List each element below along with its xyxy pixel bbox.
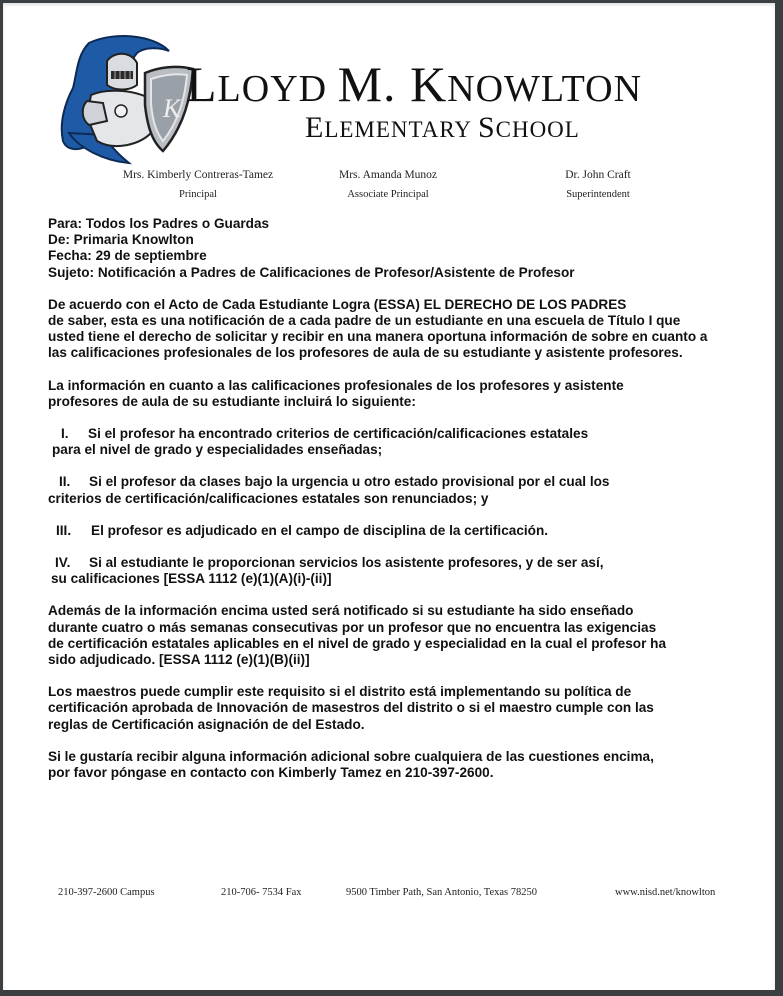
additional-notice-paragraph xyxy=(48,603,748,668)
memo-to: Para: Todos los Padres o Guardas xyxy=(48,216,270,231)
staff-role: Superintendent xyxy=(566,189,630,200)
school-name-part: LEMENTARY xyxy=(324,117,478,142)
footer-fax: 210-706- 7534 Fax xyxy=(221,887,302,898)
school-name-part: LOYD xyxy=(217,68,338,110)
text-line: para el nivel de grado y especialidades enseñadas; xyxy=(52,442,383,458)
logo-letter: K xyxy=(163,94,181,123)
footer-website: www.nisd.net/knowlton xyxy=(615,887,716,898)
list-number: IV. xyxy=(55,555,71,571)
school-name-line1 xyxy=(186,56,643,112)
list-number: II. xyxy=(59,474,71,490)
memo-date: Fecha: 29 de septiembre xyxy=(48,248,207,264)
school-name-initial: S xyxy=(477,111,496,144)
school-name-part: NOWLTON xyxy=(447,68,643,110)
footer-address: 9500 Timber Path, San Antonio, Texas 78250 xyxy=(346,887,537,898)
text-line: su calificaciones [ESSA 1112 (e)(1)(A)(i)-(ii)] xyxy=(51,571,332,587)
list-item xyxy=(48,426,748,458)
staff-associate-principal xyxy=(323,168,453,202)
school-name-part: M. xyxy=(337,56,411,112)
text-line: sido adjudicado. [ESSA 1112 (e)(1)(B)(ii)] xyxy=(48,652,310,668)
school-name-initial: E xyxy=(305,111,325,144)
staff-name: Mrs. Kimberly Contreras-Tamez xyxy=(122,169,274,181)
text-line: criterios de certificación/calificaciones estatales son renunciados; y xyxy=(48,490,489,506)
text-line: durante cuatro o más semanas consecutivas por un profesor que no encuentra las exigencias xyxy=(48,619,657,635)
text-line: usted tiene el derecho de solicitar y recibir en una manera oportuna información de sobre en cuanto a xyxy=(48,329,708,345)
staff-superintendent xyxy=(538,168,658,202)
staff-name: Mrs. Amanda Munoz xyxy=(338,169,438,181)
staff-role: Associate Principal xyxy=(347,189,429,200)
letter-body xyxy=(48,216,748,781)
text-line: reglas de Certificación asignación de del Estado. xyxy=(48,716,365,732)
text-line: Si al estudiante le proporcionan servicios los asistente profesores, y de ser así, xyxy=(89,555,604,571)
school-name-initial: L xyxy=(186,56,218,112)
text-line: La información en cuanto a las calificaciones profesionales de los profesores y asistente xyxy=(48,377,624,393)
text-line: De acuerdo con el Acto de Cada Estudiante Logra (ESSA) EL DERECHO DE LOS PADRES xyxy=(48,296,627,312)
text-line: de certificación estatales aplicables en el nivel de grado y especialidad en la cual el profesor ha xyxy=(48,635,667,651)
staff-name: Dr. John Craft xyxy=(565,169,631,181)
text-line: por favor póngase en contacto con Kimberly Tamez en 210-397-2600. xyxy=(48,765,494,781)
intro-paragraph xyxy=(48,297,748,362)
list-number: III. xyxy=(56,522,72,538)
text-line: profesores de aula de su estudiante incluirá lo siguiente: xyxy=(48,393,416,409)
staff-role: Principal xyxy=(179,189,217,200)
info-paragraph xyxy=(48,378,748,410)
school-name-initial: K xyxy=(410,56,448,112)
list-item xyxy=(48,555,748,587)
text-line: certificación aprobada de Innovación de masestros del distrito o si el maestro cumple con las xyxy=(48,700,654,716)
staff-principal xyxy=(103,168,293,202)
text-line: Además de la información encima usted será notificado si su estudiante ha sido enseñado xyxy=(48,603,634,619)
school-name-line2 xyxy=(305,113,580,143)
document-page xyxy=(3,3,775,990)
text-line: Si el profesor ha encontrado criterios de certificación/calificaciones estatales xyxy=(88,426,589,442)
memo-header xyxy=(48,216,748,281)
list-item xyxy=(48,474,748,506)
memo-subject: Sujeto: Notificación a Padres de Calificaciones de Profesor/Asistente de Profesor xyxy=(48,264,575,280)
memo-from: De: Primaria Knowlton xyxy=(48,232,194,248)
contact-paragraph xyxy=(48,749,748,781)
text-line: las calificaciones profesionales de los profesores de aula de su estudiante y asistente profesores. xyxy=(48,345,683,361)
text-line: Si el profesor da clases bajo la urgencia u otro estado provisional por el cual los xyxy=(89,474,610,490)
school-name-part: CHOOL xyxy=(495,117,580,142)
list-item xyxy=(48,523,748,539)
text-line: Si le gustaría recibir alguna información adicional sobre cualquiera de las cuestiones encima, xyxy=(48,748,654,764)
text-line: de saber, esta es una notificación de a cada padre de un estudiante en una escuela de Título I que xyxy=(48,313,681,329)
list-number: I. xyxy=(61,426,69,442)
teachers-paragraph xyxy=(48,684,748,733)
footer-campus-phone: 210-397-2600 Campus xyxy=(58,887,155,898)
text-line: El profesor es adjudicado en el campo de disciplina de la certificación. xyxy=(91,522,549,538)
text-line: Los maestros puede cumplir este requisito si el distrito está implementando su política de xyxy=(48,684,632,700)
